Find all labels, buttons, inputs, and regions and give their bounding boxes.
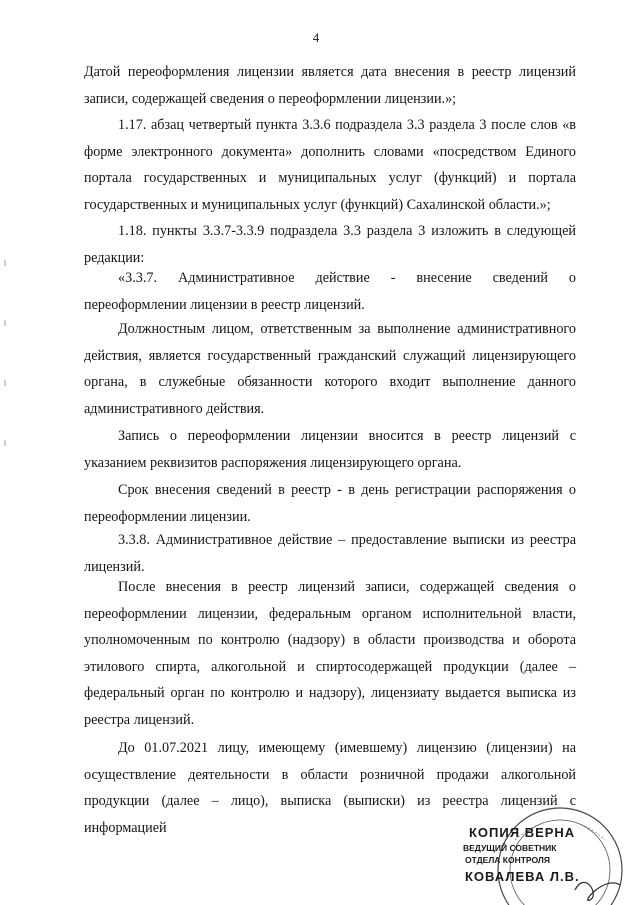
paragraph-3: 1.18. пункты 3.3.7-3.3.9 подраздела 3.3 раздела 3 изложить в следующей редакции: <box>84 223 576 266</box>
stamp-copy-label: КОПИЯ ВЕРНА <box>469 825 576 840</box>
paragraph-9: После внесения в реестр лицензий записи, содержащей сведения о переоформлении лицензии, федеральным органом исполнительной власти, уполномоченным по контролю (надзору) в области производства и оборота этилового спирта, алкогольной и спиртосодержащей продукции (далее – федеральный орган по контролю и надзору), лицензиату выдается выписка из реестра лицензий. <box>84 579 576 728</box>
paragraph-10: До 01.07.2021 лицу, имеющему (имевшему) лицензию (лицензии) на осуществление деятельности в области розничной продажи алкогольной продукции (далее – лицо), выписка (выписки) из реестра лицензий с информацией <box>84 740 576 836</box>
paragraph-1: Датой переоформления лицензии является дата внесения в реестр лицензий записи, содержащей сведения о переоформлении лицензии.»; <box>84 64 576 107</box>
paragraph-2: 1.17. абзац четвертый пункта 3.3.6 подраздела 3.3 раздела 3 после слов «в форме электронного документа» дополнить словами «посредством Единого портала государственных и муниципальных услуг (функций) и портала государственных и муниципальных услуг (функций) Сахалинской области.»; <box>84 117 576 213</box>
stamp-position-line1: ВЕДУЩИЙ СОВЕТНИК <box>463 843 557 853</box>
paragraph-6: Запись о переоформлении лицензии вносится в реестр лицензий с указанием реквизитов распоряжения лицензирующего органа. <box>84 428 576 471</box>
certification-stamp <box>455 800 632 905</box>
stamp-name: КОВАЛЕВА Л.В. <box>465 869 580 884</box>
stamp-position-line2: ОТДЕЛА КОНТРОЛЯ <box>465 855 550 865</box>
paragraph-5: Должностным лицом, ответственным за выполнение административного действия, является государственный гражданский служащий лицензирующего органа, в служебные обязанности которого входит выполнение данного административного действия. <box>84 321 576 417</box>
paragraph-8: 3.3.8. Административное действие – предоставление выписки из реестра лицензий. <box>84 532 576 575</box>
paragraph-7: Срок внесения сведений в реестр - в день регистрации распоряжения о переоформлении лицензии. <box>84 482 576 525</box>
binding-marks <box>4 260 6 460</box>
paragraph-4: «3.3.7. Административное действие - внесение сведений о переоформлении лицензии в реестр лицензий. <box>84 270 576 313</box>
page-number: 4 <box>312 30 320 45</box>
